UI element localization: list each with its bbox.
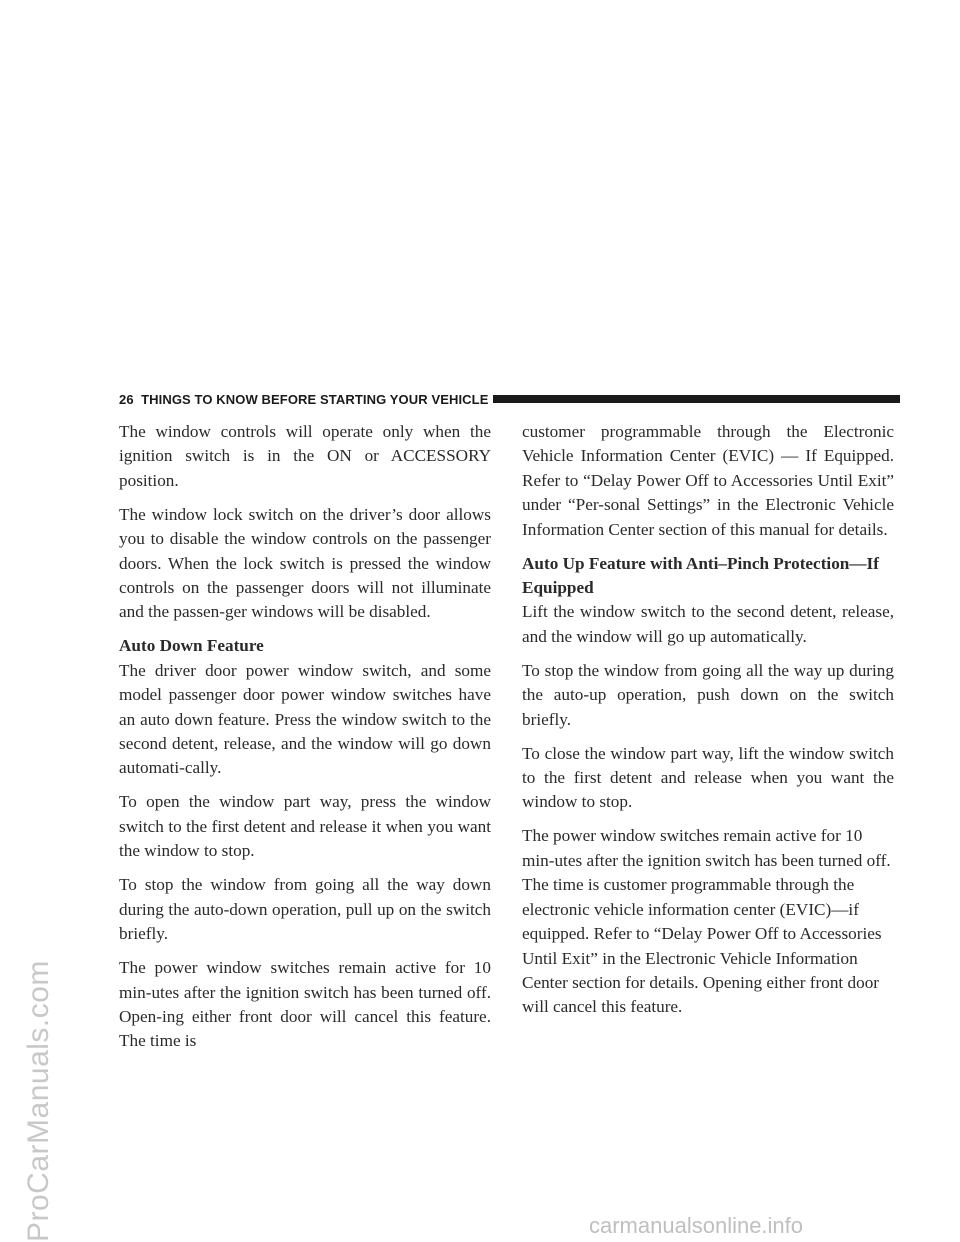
paragraph-part-way-close: To close the window part way, lift the window switch to the first detent and release when you want the window to stop.	[522, 743, 894, 812]
paragraph-active-time: The power window switches remain active for 10 min-utes after the ignition switch has been turned off. Open-ing either front door will cancel this feature. The time is	[119, 958, 491, 1051]
paragraph-ignition: The window controls will operate only when the ignition switch is in the ON or ACCESSORY position.	[119, 422, 491, 490]
header-rule	[493, 395, 900, 403]
paragraph-auto-up: Lift the window switch to the second detent, release, and the window will go up automatically.	[522, 602, 894, 646]
page-number: 26	[119, 391, 134, 407]
paragraph-window-lock: The window lock switch on the driver’s door allows you to disable the window controls on the passenger doors. When the lock switch is pressed the window controls on the passenger doors will not illuminate and the passen-ger windows will be disabled.	[119, 504, 491, 622]
paragraph-evic: customer programmable through the Electronic Vehicle Information Center (EVIC) — If Equipped. Refer to “Delay Power Off to Accessories Until Exit” under “Per-sonal Settings” in the Electronic Vehicle Information Center section of this manual for details.	[522, 422, 894, 539]
paragraph-stop-down: To stop the window from going all the way down during the auto-down operation, pull up on the switch briefly.	[119, 875, 491, 944]
heading-auto-up: Auto Up Feature with Anti–Pinch Protection—If Equipped	[522, 553, 879, 598]
paragraph-stop-up: To stop the window from going all the way up during the auto-up operation, push down on the switch briefly.	[522, 660, 894, 729]
footer-watermark: carmanualsonline.info	[589, 1213, 804, 1238]
paragraph-auto-down: The driver door power window switch, and some model passenger door power window switches have an auto down feature. Press the window switch to the second detent, release, and the window will go down automati-cally.	[119, 660, 491, 778]
watermark-text: ProCarManuals.com	[22, 960, 55, 1242]
paragraph-active-time-right: The power window switches remain active for 10 min-utes after the ignition switch has been turned off. The time is customer programmable through the electronic vehicle information center (EVIC)—if equipped. Refer to “Delay Power Off to Accessories Until Exit” in the Electronic Vehicle Information Center section for details. Opening either front door will cancel this feature.	[522, 826, 891, 1017]
heading-auto-down: Auto Down Feature	[119, 636, 264, 656]
paragraph-part-way-open: To open the window part way, press the window switch to the first detent and release it when you want the window to stop.	[119, 792, 491, 861]
section-title: THINGS TO KNOW BEFORE STARTING YOUR VEHICLE	[141, 391, 489, 407]
running-header	[119, 389, 900, 409]
header-label	[119, 392, 488, 407]
right-column	[522, 420, 894, 1029]
left-column	[119, 420, 491, 1054]
